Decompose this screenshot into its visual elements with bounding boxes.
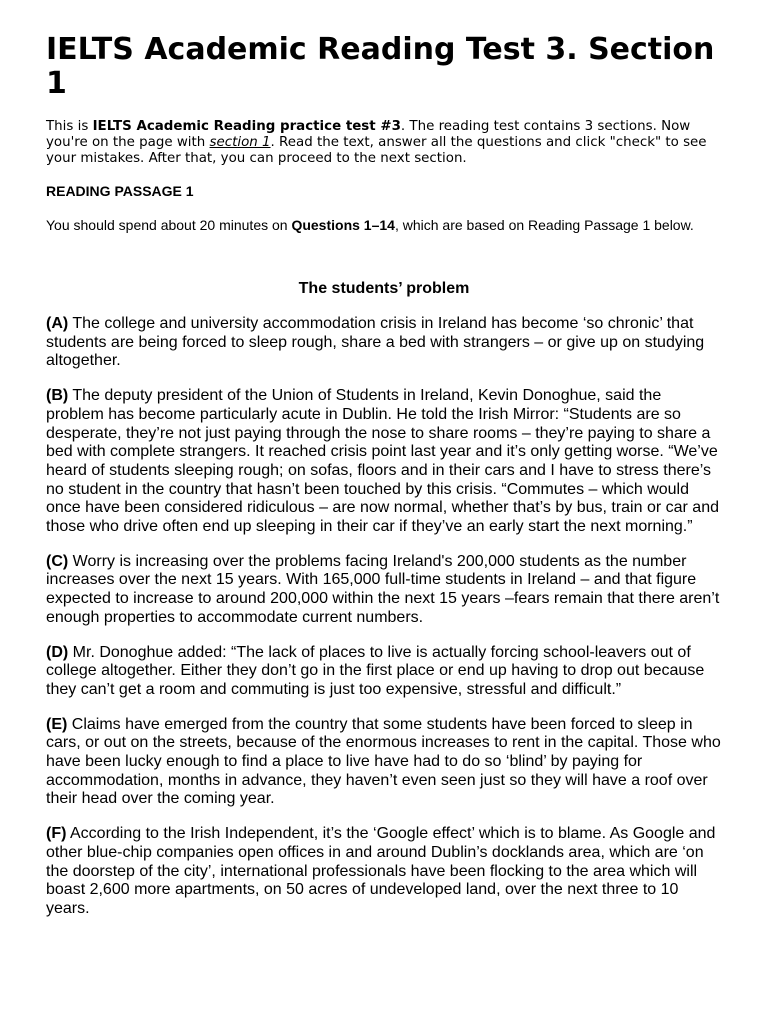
paragraph-text: According to the Irish Independent, it’s the ‘Google effect’ which is to blame. As Google and other blue-chip companies open offices in and around Dublin’s docklands area, which are ‘on the doorstep of the city’, international professionals have been flocking to the area which will boast 2,600 more apartments, on 50 acres of undeveloped land, over the next three to 10 years.: [46, 825, 716, 917]
paragraph-text: The college and university accommodation crisis in Ireland has become ‘so chronic’ that students are being forced to sleep rough, share a bed with strangers – or give up on studying altogether.: [46, 315, 705, 370]
intro-text: [46, 119, 722, 167]
paragraph-c: [46, 553, 722, 628]
paragraph-letter: (D): [46, 643, 69, 661]
page-title: IELTS Academic Reading Test 3. Section 1: [46, 32, 715, 101]
paragraph-letter: (E): [46, 715, 68, 733]
paragraph-d: [46, 644, 722, 700]
instruction-questions: Questions 1–14: [291, 217, 395, 233]
instruction-text: [46, 217, 722, 233]
intro-text-part: . Read the text, answer all the questions and click "check" to see your mistakes. After that, you can proceed to the next section.: [46, 135, 707, 166]
paragraph-f: [46, 825, 722, 919]
paragraph-letter: (B): [46, 387, 69, 405]
section-1-link[interactable]: section 1: [209, 135, 271, 150]
paragraph-text: Claims have emerged from the country that some students have been forced to sleep in cars, or out on the streets, because of the enormous increases to rent in the capital. Those who have been lucky enough to find a place to live have had to do so ‘blind’ by paying for accommodation, months in advance, they haven’t even seen just so they will have a roof over their head over the coming year.: [46, 715, 721, 808]
paragraph-text: Mr. Donoghue added: “The lack of places to live is actually forcing school-leavers out of college altogether. Either they don’t go in the first place or end up having to drop out because they can’t get a room and commuting is just too expensive, stressful and difficult.”: [46, 643, 705, 698]
paragraph-e: [46, 716, 722, 810]
paragraph-b: [46, 387, 722, 537]
paragraph-a: [46, 315, 722, 371]
instruction-part: , which are based on Reading Passage 1 below.: [394, 217, 694, 233]
passage-title: The students’ problem: [298, 280, 470, 297]
intro-text-part: This is: [46, 119, 93, 134]
paragraph-text: The deputy president of the Union of Students in Ireland, Kevin Donoghue, said the problem has become particularly acute in Dublin. He told the Irish Mirror: “Students are so desperate, they’re not just paying through the nose to share rooms – they’re paying to share a bed with complete strangers. It reached crisis point last year and it’s only getting worse. “We’ve heard of students sleeping rough; on sofas, floors and in their cars and I have to stress there’s no student in the country that hasn’t been touched by this crisis. “Commutes – which would once have been considered ridiculous – are now normal, whether that’s by bus, train or car and those who drive often end up sleeping in their car if they’ve an early start the next morning.”: [46, 387, 719, 536]
paragraph-text: Worry is increasing over the problems facing Ireland's 200,000 students as the number increases over the next 15 years. With 165,000 full-time students in Ireland – and that figure expected to increase to around 200,000 within the next 15 years –fears remain that there aren’t enough properties to accommodate current numbers.: [46, 552, 720, 626]
intro-text-part: . The reading test contains 3 sections. Now you're on the page with: [46, 119, 691, 150]
intro-test-name: IELTS Academic Reading practice test #3: [92, 119, 401, 134]
paragraph-letter: (C): [46, 552, 69, 570]
paragraph-letter: (A): [46, 315, 69, 332]
instruction-part: You should spend about 20 minutes on: [46, 217, 292, 233]
paragraph-letter: (F): [46, 825, 67, 843]
passage-label: READING PASSAGE 1: [46, 183, 194, 199]
